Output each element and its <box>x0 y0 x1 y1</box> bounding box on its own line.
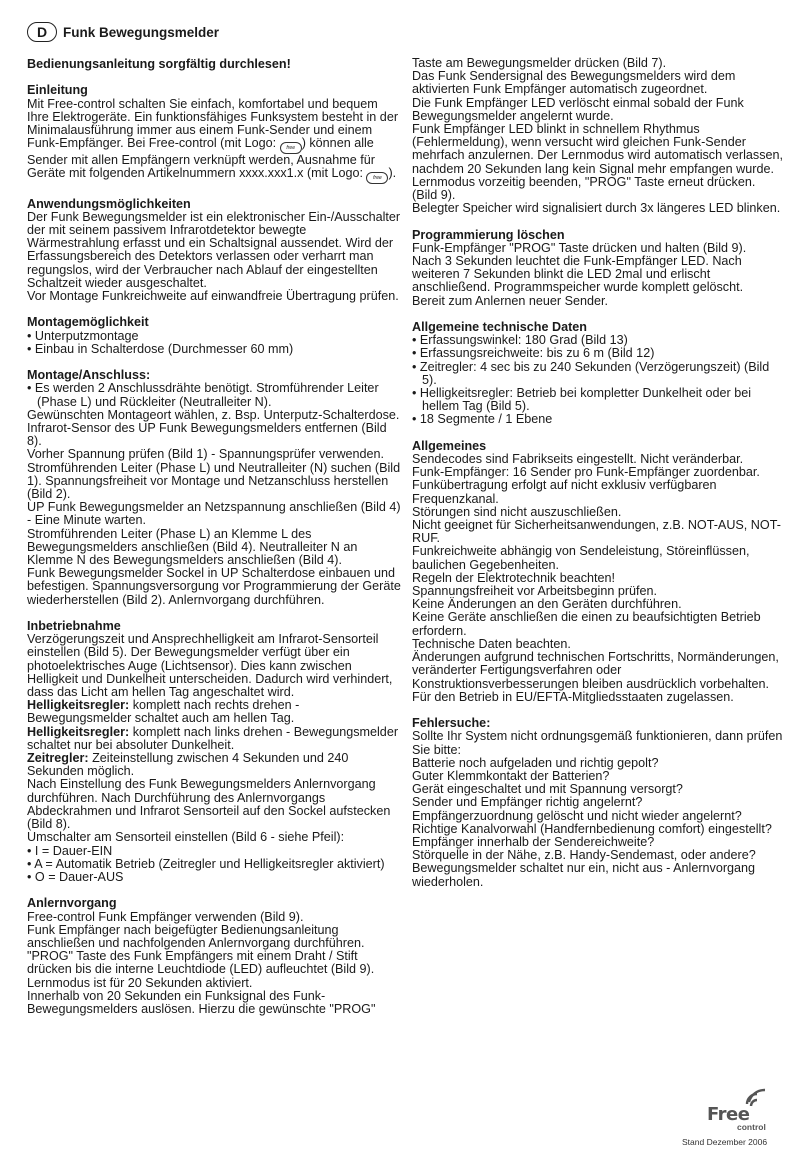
list-item: • I = Dauer-EIN <box>27 843 113 858</box>
einleitung-text-part1: Mit Free-control schalten Sie einfach, komfortabel und bequem Ihre Elektrogeräte. Ein funktionsfähiges Funksystem besteht in der Minimalausführung immer aus einem Funk-Sender und einem Funk-Empfänger. Bei Free-control (mit Logo: <box>27 96 399 151</box>
section-allgemeines <box>412 440 784 704</box>
einleitung-text-part3: ). <box>388 166 397 181</box>
list-item: • Einbau in Schalterdose (Durchmesser 60 mm) <box>27 341 294 356</box>
list-item: • Erfassungswinkel: 180 Grad (Bild 13) <box>412 333 628 348</box>
list-item: • Erfassungsreichweite: bis zu 6 m (Bild 12) <box>412 346 655 361</box>
list-item: Sender und Empfänger richtig angelernt? <box>412 795 643 810</box>
loeschen-p2: Nach 3 Sekunden leuchtet die Funk-Empfänger LED. Nach weiteren 7 Sekunden blinkt die LED 2mal und erlischt anschließend. Programmspeicher wurde komplett gelöscht. <box>412 254 744 295</box>
section-inbetriebnahme <box>27 620 401 884</box>
list-item: Technische Daten beachten. <box>412 636 571 651</box>
list-item: • O = Dauer-AUS <box>27 869 124 884</box>
bold-label: Helligkeitsregler: <box>27 698 130 713</box>
einleitung-heading: Einleitung <box>27 83 88 98</box>
inbetrieb-p4 <box>27 752 401 778</box>
list-item: Batterie noch aufgeladen und richtig gepolt? <box>412 755 659 770</box>
inbetrieb-p6: Umschalter am Sensorteil einstellen (Bild 6 - siehe Pfeil): <box>27 830 345 845</box>
inbetrieb-p3 <box>27 726 401 752</box>
free-control-brand-logo <box>707 1082 773 1132</box>
list-item: Richtige Kanalvorwahl (Handfernbedienung comfort) eingestellt? <box>412 821 772 836</box>
document-header <box>27 21 219 43</box>
allgemeines-heading: Allgemeines <box>412 438 487 453</box>
section-fehlersuche <box>412 717 784 889</box>
list-item: Empfänger innerhalb der Sendereichweite? <box>412 834 655 849</box>
list-item: Funkreichweite abhängig von Sendeleistung, Störeinflüssen, baulichen Gegebenheiten. <box>412 544 750 572</box>
list-item: Spannungsfreiheit vor Arbeitsbeginn prüfen. <box>412 584 658 599</box>
loeschen-p3: Bereit zum Anlernen neuer Sender. <box>412 293 609 308</box>
list-item: Nicht geeignet für Sicherheitsanwendungen, z.B. NOT-AUS, NOT-RUF. <box>412 518 781 546</box>
list-item: • Unterputzmontage <box>27 328 139 343</box>
cont-p4: Funk Empfänger LED blinkt in schnellem Rhythmus (Fehlermeldung), wenn versucht wird gleichen Funk-Sender mehrfach anzulernen. Der Lernmodus wird automatisch verlassen, nachdem 20 Sekunden lang kein Signal mehr empfangen wurde. <box>412 122 783 176</box>
anwendung-text: Der Funk Bewegungsmelder ist ein elektronischer Ein-/Ausschalter der mit seinem passivem Infrarotdetektor bewegte Wärmestrahlung erfasst und ein Schaltsignal aussendet. Wird der Erfassungsbereich des Detektors verlassen oder verharrt man regungslos, wird der Verbraucher nach Ablauf der eingestellten Schaltzeit wieder ausgeschaltet. <box>27 209 401 290</box>
inbetrieb-p2-text: komplett nach rechts drehen - Bewegungsmelder schaltet auch am hellen Tag. <box>27 698 300 726</box>
cont-p2: Das Funk Sendersignal des Bewegungsmelders wird dem aktivierten Funk Empfänger automatisch zugeordnet. <box>412 69 736 97</box>
right-column <box>412 57 784 902</box>
anschluss-p6: Funk Bewegungsmelder Sockel in UP Schalterdose einbauen und befestigen. Spannungsversorgung vor Programmierung der Geräte wiederherstellen (Bild 2). Anlernvorgang durchführen. <box>27 566 401 607</box>
cont-p3: Die Funk Empfänger LED verlöscht einmal sobald der Funk Bewegungsmelder angelernt wurde. <box>412 95 744 123</box>
anschluss-p3: Vorher Spannung prüfen (Bild 1) - Spannungsprüfer verwenden. Stromführenden Leiter (Phase L) und Neutralleiter (N) suchen (Bild 1). Spannungsfreiheit vor Montage und Netzanschluss herstellen (Bild 2). <box>27 447 401 502</box>
inbetrieb-p3-text: komplett nach links drehen - Bewegungsmelder schaltet nur bei absoluter Dunkelheit. <box>27 724 399 752</box>
list-item: Für den Betrieb in EU/EFTA-Mitgliedsstaaten zugelassen. <box>412 689 734 704</box>
anlern-heading: Anlernvorgang <box>27 896 117 911</box>
section-anwendung <box>27 198 401 304</box>
cont-p6: Belegter Speicher wird signalisiert durch 3x längeres LED blinken. <box>412 201 781 216</box>
section-einleitung <box>27 84 401 184</box>
section-anschluss <box>27 369 401 607</box>
cont-p5: Lernmodus vorzeitig beenden, "PROG" Taste erneut drücken. (Bild 9). <box>412 174 756 203</box>
bold-label: Zeitregler: <box>27 751 89 766</box>
list-item: Änderungen aufgrund technischen Fortschritts, Normänderungen, veränderter Fertigungsverfahren oder Konstruktionsverbesserungen bleiben ausdrücklich vorbehalten. <box>412 650 779 691</box>
inbetrieb-heading: Inbetriebnahme <box>27 619 121 634</box>
list-item: • Zeitregler: 4 sec bis zu 240 Sekunden (Verzögerungszeit) (Bild 5). <box>412 359 770 387</box>
list-item: Keine Änderungen an den Geräten durchführen. <box>412 597 682 612</box>
list-item: • Es werden 2 Anschlussdrähte benötigt. Stromführender Leiter (Phase L) und Rückleiter (Neutralleiter N). <box>27 381 379 409</box>
brand-sub: control <box>737 1122 766 1132</box>
list-item: Gerät eingeschaltet und mit Spannung versorgt? <box>412 782 683 797</box>
list-item: Bewegungsmelder schaltet nur ein, nicht aus - Anlernvorgang wiederholen. <box>412 861 756 889</box>
list-item: • A = Automatik Betrieb (Zeitregler und Helligkeitsregler aktiviert) <box>27 856 385 871</box>
section-montage <box>27 316 401 356</box>
montage-heading: Montagemöglichkeit <box>27 315 149 330</box>
list-item: Guter Klemmkontakt der Batterien? <box>412 768 610 783</box>
anlern-p3: "PROG" Taste des Funk Empfängers mit einem Draht / Stift drücken bis die interne Leuchtdiode (LED) aufleuchtet (Bild 9). Lernmodus ist für 20 Sekunden aktiviert. <box>27 949 375 990</box>
stand-date: Stand Dezember 2006 <box>682 1137 768 1147</box>
list-item: Sendecodes sind Fabrikseits eingestellt. Nicht veränderbar. <box>412 452 744 467</box>
cont-p1: Taste am Bewegungsmelder drücken (Bild 7). <box>412 56 667 70</box>
inbetrieb-p5: Nach Einstellung des Funk Bewegungsmelders Anlernvorgang durchführen. Nach Durchführung des Anlernvorgangs Abdeckrahmen und Infrarot Sensorteil auf den Sockel aufstecken (Bild 8). <box>27 777 391 832</box>
anschluss-heading: Montage/Anschluss: <box>27 368 151 383</box>
list-item: Störungen sind nicht auszuschließen. <box>412 504 622 519</box>
brand-word: Free <box>707 1104 750 1125</box>
list-item: • Helligkeitsregler: Betrieb bei kompletter Dunkelheit oder bei hellem Tag (Bild 5). <box>412 386 752 414</box>
bold-label: Helligkeitsregler: <box>27 724 130 739</box>
anschluss-p4: UP Funk Bewegungsmelder an Netzspannung anschließen (Bild 4) - Eine Minute warten. <box>27 500 401 528</box>
section-technik <box>412 321 784 427</box>
loeschen-heading: Programmierung löschen <box>412 227 565 242</box>
inbetrieb-p2 <box>27 699 401 725</box>
fehler-heading: Fehlersuche: <box>412 716 491 731</box>
anwendung-heading: Anwendungsmöglichkeiten <box>27 196 191 211</box>
einleitung-text-part2: ) können alle Sender mit allen Empfängern verknüpft werden, Ausnahme für Geräte mit folgenden Artikelnummern xxxx.xxx1.x (mit Logo: <box>27 136 375 181</box>
free-control-logo-icon: free <box>280 142 302 154</box>
list-item: Empfängerzuordnung gelöscht und nicht wieder angelernt? <box>412 808 742 823</box>
language-badge: D <box>27 22 57 42</box>
section-anlern-continued <box>412 57 784 215</box>
anlern-p2: Funk Empfänger nach beigefügter Bedienungsanleitung anschließen und nachfolgenden Anlernvorgang durchführen. <box>27 922 365 950</box>
list-item: • 18 Segmente / 1 Ebene <box>412 412 553 427</box>
intro-heading: Bedienungsanleitung sorgfältig durchlesen! <box>27 57 291 71</box>
free-logo-icon: free <box>366 172 388 184</box>
technik-heading: Allgemeine technische Daten <box>412 320 587 335</box>
list-item: Sollte Ihr System nicht ordnungsgemäß funktionieren, dann prüfen Sie bitte: <box>412 729 783 757</box>
anschluss-p1: Gewünschten Montageort wählen, z. Bsp. Unterputz-Schalterdose. <box>27 407 400 422</box>
list-item: Regeln der Elektrotechnik beachten! <box>412 570 616 585</box>
list-item: Keine Geräte anschließen die einen zu beaufsichtigten Betrieb erfordern. <box>412 610 761 638</box>
anschluss-p2: Infrarot-Sensor des UP Funk Bewegungsmelders entfernen (Bild 8). <box>27 421 387 449</box>
section-anlernvorgang <box>27 897 401 1016</box>
inbetrieb-p1: Verzögerungszeit und Ansprechhelligkeit am Infrarot-Sensorteil einstellen (Bild 5). Der Bewegungsmelder verfügt über ein photoelektrisches Auge (Lichtsensor). Dies kann zwischen Helligkeit und Dunkelheit unterscheiden. Dadurch wird verhindert, dass das Licht am hellen Tag angeschaltet wird. <box>27 632 393 700</box>
list-item: Funk-Empfänger: 16 Sender pro Funk-Empfänger zuordenbar. <box>412 465 760 480</box>
anwendung-text2: Vor Montage Funkreichweite auf einwandfreie Übertragung prüfen. <box>27 289 399 304</box>
anlern-p1: Free-control Funk Empfänger verwenden (Bild 9). <box>27 909 304 924</box>
einleitung-text <box>27 98 401 185</box>
list-item: Funkübertragung erfolgt auf nicht exklusiv verfügbaren Frequenzkanal. <box>412 478 717 506</box>
inbetrieb-p4-text: Zeiteinstellung zwischen 4 Sekunden und 240 Sekunden möglich. <box>27 751 349 779</box>
section-loeschen <box>412 229 784 308</box>
anschluss-p5: Stromführenden Leiter (Phase L) an Klemme L des Bewegungsmelders anschließen (Bild 4). Neutralleiter N an Klemme N des Bewegungsmelders anschließen (Bild 4). <box>27 526 358 568</box>
list-item: Störquelle in der Nähe, z.B. Handy-Sendemast, oder andere? <box>412 848 756 863</box>
left-column <box>27 58 401 1029</box>
document-title: Funk Bewegungsmelder <box>63 24 220 40</box>
anlern-p4: Innerhalb von 20 Sekunden ein Funksignal des Funk-Bewegungsmelders auslösen. Hierzu die gewünschte "PROG" <box>27 988 376 1016</box>
loeschen-p1: Funk-Empfänger "PROG" Taste drücken und halten (Bild 9). <box>412 240 747 255</box>
